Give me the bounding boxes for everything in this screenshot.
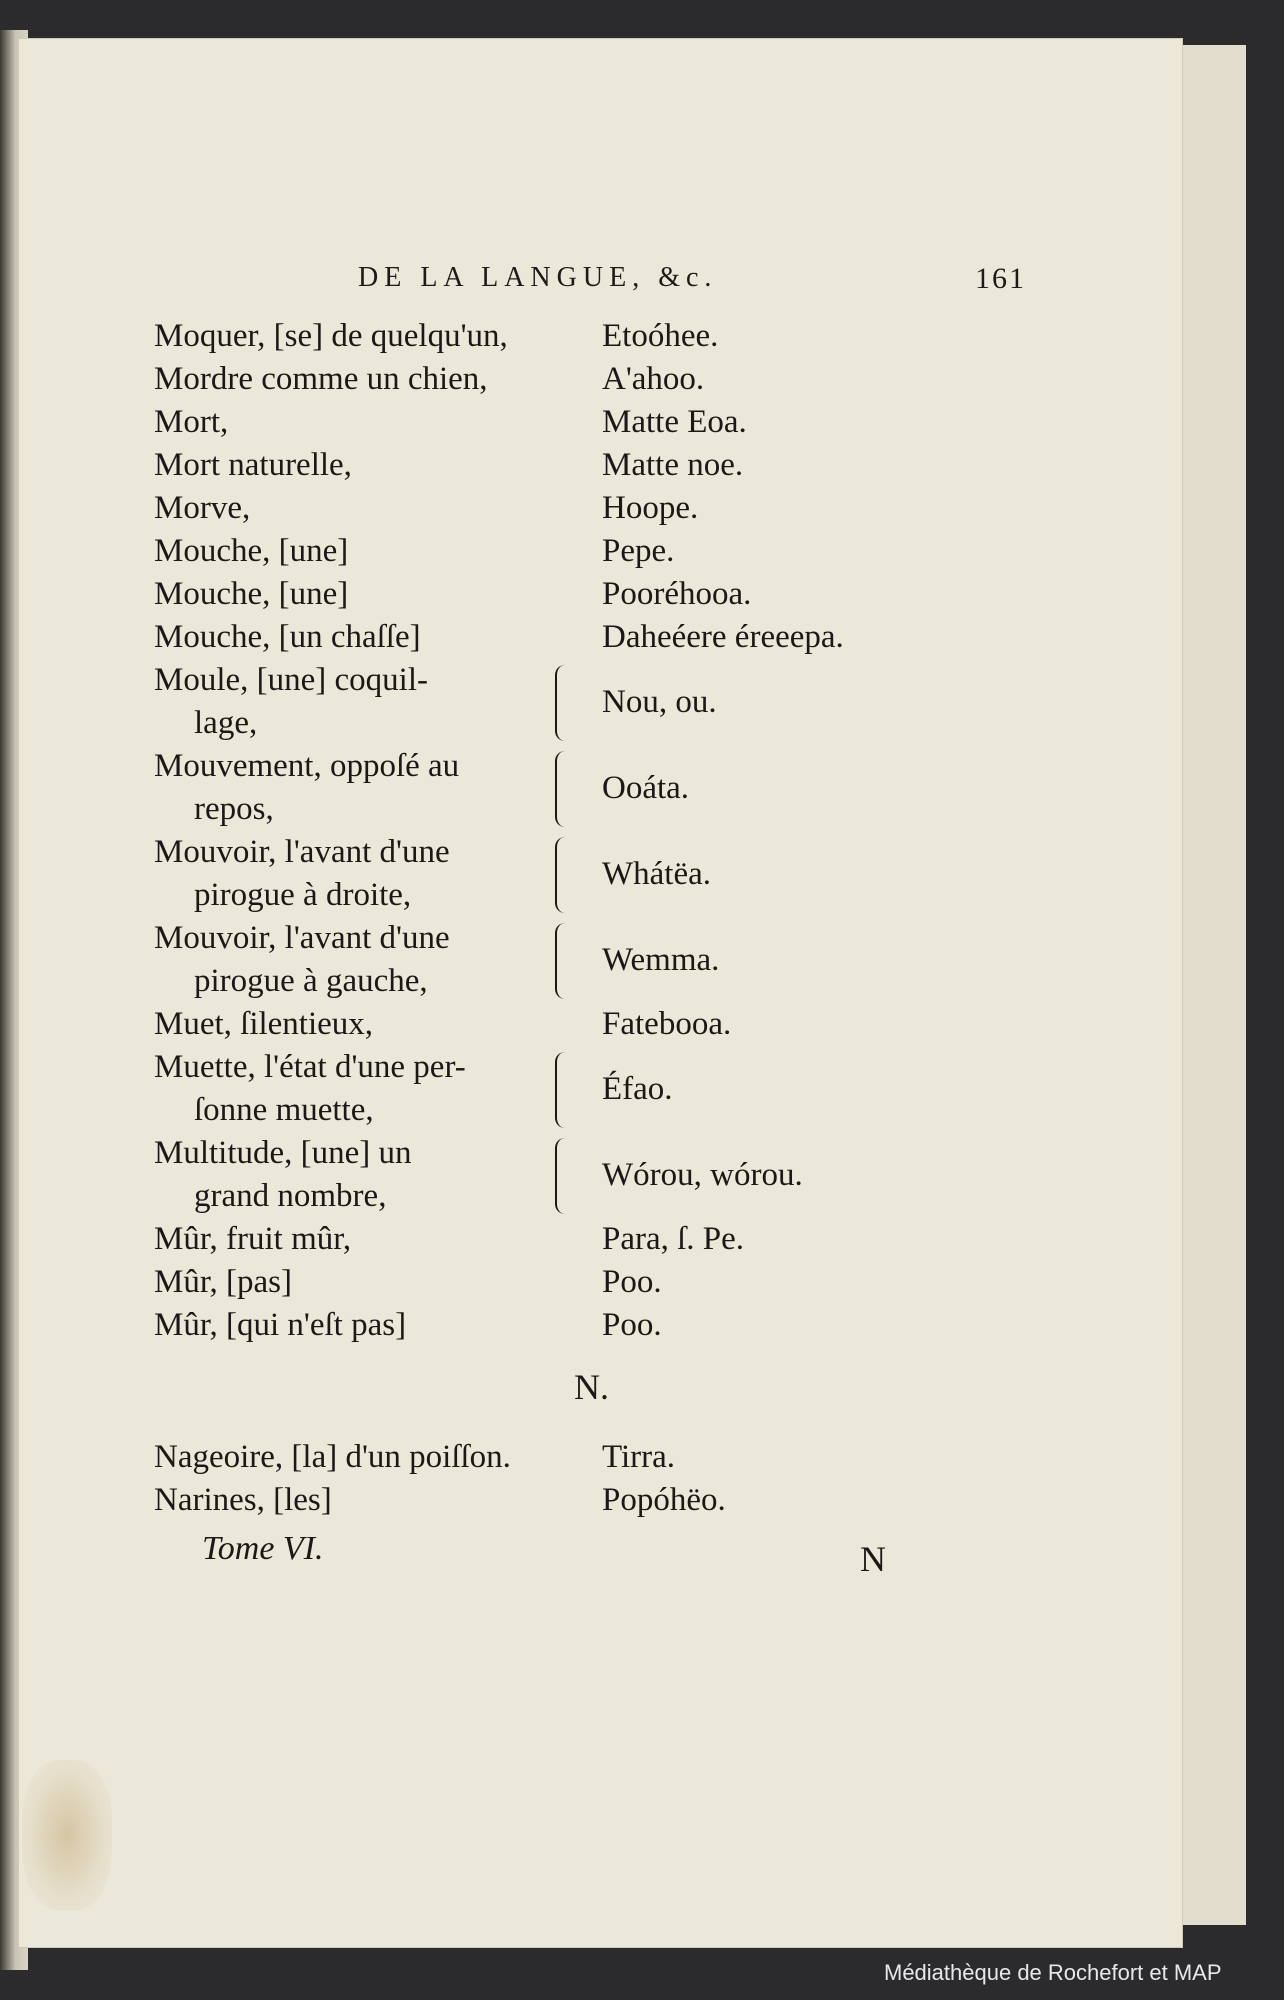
french-term: Mort naturelle,	[154, 447, 352, 483]
french-term: Mouvement, oppoſé au	[154, 748, 460, 784]
french-term: Morve,	[154, 490, 251, 526]
tahitian-term: Para, ſ. Pe.	[602, 1221, 745, 1257]
french-term: Mouche, [une]	[154, 533, 349, 569]
french-term: Muette, l'état d'une per-	[154, 1049, 466, 1085]
french-term: Mûr, fruit mûr,	[154, 1221, 352, 1257]
french-term: Nageoire, [la] d'un poiſſon.	[154, 1439, 511, 1475]
grouping-brace	[555, 1138, 573, 1214]
french-term-continuation: ſonne muette,	[194, 1092, 374, 1128]
french-term: Moquer, [se] de quelqu'un,	[154, 318, 508, 354]
grouping-brace	[555, 751, 573, 827]
tahitian-term: Wórou, wórou.	[602, 1157, 803, 1193]
french-term: Mûr, [qui n'eſt pas]	[154, 1307, 407, 1343]
tahitian-term: Hoope.	[602, 490, 699, 526]
tahitian-term: Daheéere éreeepa.	[602, 619, 844, 655]
tahitian-term: Éfao.	[602, 1071, 673, 1107]
image-credit: Médiathèque de Rochefort et MAP	[884, 1960, 1222, 1985]
page-number: 161	[975, 262, 1026, 295]
tahitian-term: A'ahoo.	[602, 361, 705, 397]
french-term-continuation: pirogue à gauche,	[194, 963, 428, 999]
section-letter: N.	[574, 1367, 609, 1407]
tahitian-term: Pepe.	[602, 533, 675, 569]
tahitian-term: Nou, ou.	[602, 684, 717, 720]
tahitian-term: Wemma.	[602, 942, 720, 978]
tahitian-term: Poo.	[602, 1307, 662, 1343]
french-term: Mouche, [un chaſſe]	[154, 619, 421, 655]
tahitian-term: Matte noe.	[602, 447, 744, 483]
french-term-continuation: grand nombre,	[194, 1178, 387, 1214]
tahitian-term: Pooréhooa.	[602, 576, 752, 612]
french-term: Mouche, [une]	[154, 576, 349, 612]
french-term: Mort,	[154, 404, 229, 440]
french-term: Mordre comme un chien,	[154, 361, 488, 397]
grouping-brace	[555, 923, 573, 999]
tahitian-term: Tirra.	[602, 1439, 676, 1475]
french-term-continuation: pirogue à droite,	[194, 877, 412, 913]
tahitian-term: Popóhëo.	[602, 1482, 726, 1518]
french-term: Muet, ſilentieux,	[154, 1006, 374, 1042]
french-term: Mouvoir, l'avant d'une	[154, 834, 450, 870]
tahitian-term: Etoóhee.	[602, 318, 719, 354]
tahitian-term: Poo.	[602, 1264, 662, 1300]
grouping-brace	[555, 665, 573, 741]
tahitian-term: Fatebooa.	[602, 1006, 732, 1042]
grouping-brace	[555, 1052, 573, 1128]
grouping-brace	[555, 837, 573, 913]
tahitian-term: Ooáta.	[602, 770, 690, 806]
french-term-continuation: repos,	[194, 791, 274, 827]
running-title: DE LA LANGUE, &c.	[358, 262, 718, 293]
french-term: Mûr, [pas]	[154, 1264, 292, 1300]
french-term: Mouvoir, l'avant d'une	[154, 920, 450, 956]
tahitian-term: Whátëa.	[602, 856, 712, 892]
french-term-continuation: lage,	[194, 705, 258, 741]
volume-label: Tome VI.	[202, 1530, 324, 1567]
french-term: Multitude, [une] un	[154, 1135, 412, 1171]
signature-mark: N	[860, 1539, 886, 1579]
french-term: Narines, [les]	[154, 1482, 332, 1518]
tahitian-term: Matte Eoa.	[602, 404, 747, 440]
french-term: Moule, [une] coquil-	[154, 662, 429, 698]
